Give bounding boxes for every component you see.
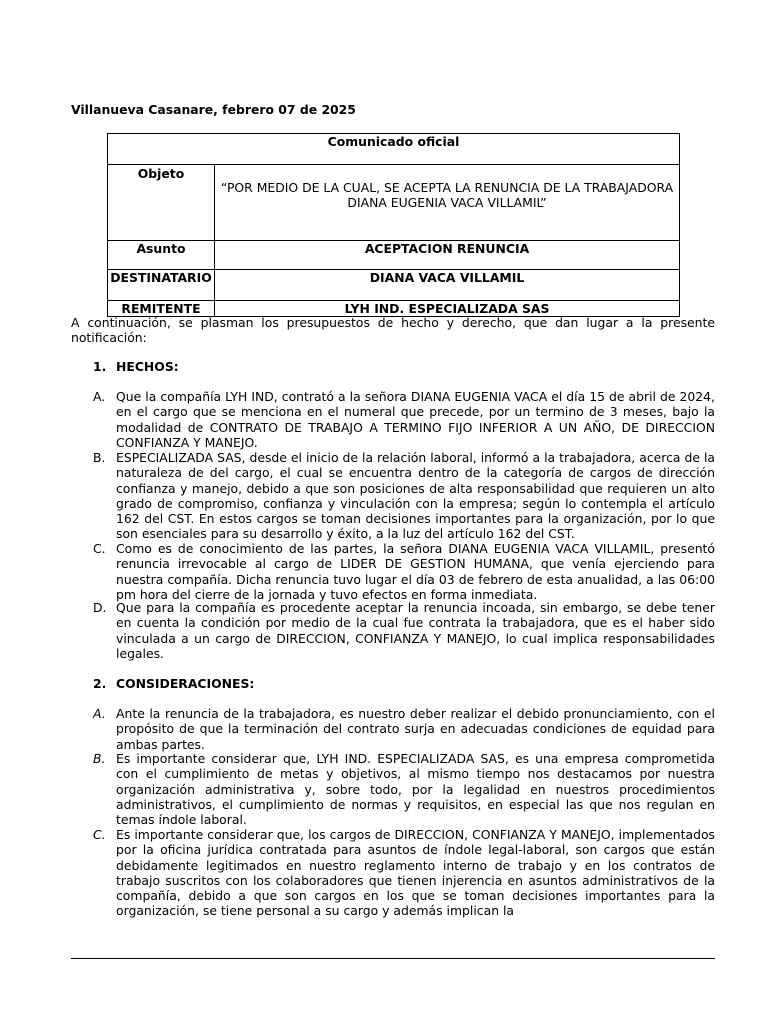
row-value-objeto: “POR MEDIO DE LA CUAL, SE ACEPTA LA RENUNCIA DE LA TRABAJADORA DIANA EUGENIA VACA VILLAMIL” (215, 165, 680, 241)
list-marker: D. (93, 600, 107, 615)
row-value-destinatario: DIANA VACA VILLAMIL (215, 270, 680, 301)
list-marker: B. (93, 450, 106, 465)
date-line: Villanueva Casanare, febrero 07 de 2025 (71, 102, 356, 117)
intro-paragraph: A continuación, se plasman los presupuestos de hecho y derecho, que dan lugar a la presente notificación: (71, 315, 715, 346)
row-value-remitente: LYH IND. ESPECIALIZADA SAS (215, 301, 680, 317)
list-marker: C. (93, 827, 106, 842)
table-title: Comunicado oficial (108, 134, 680, 165)
list-item (93, 389, 715, 450)
section-title: CONSIDERACIONES: (116, 676, 255, 691)
communication-table (107, 133, 680, 317)
list-item-text: Es importante considerar que, los cargos de DIRECCION, CONFIANZA Y MANEJO, implementados por la oficina jurídica contratada para asuntos de índole legal-laboral, son cargos que están debidamente legitimados en nuestro reglamento interno de trabajo y en los contratos de trabajo suscritos con los colaboradores que tienen injerencia en asuntos administrativos de la compañía, debido a que son cargos en los que se toman decisiones importantes para la organización, se tiene personal a su cargo y además implican la (116, 827, 715, 919)
list-item-text: Ante la renuncia de la trabajadora, es nuestro deber realizar el debido pronunciamiento, con el propósito de que la terminación del contrato surja en adecuadas condiciones de equidad para ambas partes. (116, 706, 715, 752)
row-label-objeto: Objeto (108, 165, 215, 241)
row-label-remitente: REMITENTE (108, 301, 215, 317)
list-item (93, 541, 715, 602)
list-item (93, 600, 715, 661)
list-item-text: Que la compañía LYH IND, contrató a la señora DIANA EUGENIA VACA el día 15 de abril de 2024, en el cargo que se menciona en el numeral que precede, por un termino de 3 meses, bajo la modalidad de CONTRATO DE TRABAJO A TERMINO FIJO INFERIOR A UN AÑO, DE DIRECCION CONFIANZA Y MANEJO. (116, 389, 715, 450)
list-item (93, 450, 715, 542)
list-item-text: Como es de conocimiento de las partes, la señora DIANA EUGENIA VACA VILLAMIL, presentó renuncia irrevocable al cargo de LIDER DE GESTION HUMANA, que venía ejerciendo para nuestra compañía. Dicha renuncia tuvo lugar el día 03 de febrero de esta anualidad, a las 06:00 pm hora del cierre de la jornada y tuvo efectos en forma inmediata. (116, 541, 715, 602)
section-number: 2. (93, 676, 107, 691)
section-title: HECHOS: (116, 359, 179, 374)
list-item (93, 751, 715, 827)
list-marker: A. (93, 706, 106, 721)
footer-divider (71, 958, 715, 959)
section-number: 1. (93, 359, 107, 374)
list-item (93, 706, 715, 752)
list-marker: C. (93, 541, 106, 556)
list-item-text: Que para la compañía es procedente aceptar la renuncia incoada, sin embargo, se debe tener en cuenta la condición por medio de la cual fue contrata la trabajadora, que es el haber sido vinculada a un cargo de DIRECCION, CONFIANZA Y MANEJO, lo cual implica responsabilidades legales. (116, 600, 715, 661)
list-item-text: ESPECIALIZADA SAS, desde el inicio de la relación laboral, informó a la trabajadora, acerca de la naturaleza de del cargo, el cual se encuentra dentro de la categoría de cargos de dirección confianza y manejo, debido a que son posiciones de alta responsabilidad que requieren un alto grado de compromiso, confianza y vinculación con la empresa; según lo contempla el artículo 162 del CST. En estos cargos se toman decisiones importantes para la organización, por lo que son esenciales para su desarrollo y éxito, a la luz del artículo 162 del CST. (116, 450, 715, 542)
section-heading-hechos (93, 359, 179, 374)
row-value-asunto: ACEPTACION RENUNCIA (215, 241, 680, 270)
document-page (71, 0, 715, 1024)
row-label-asunto: Asunto (108, 241, 215, 270)
list-item-text: Es importante considerar que, LYH IND. ESPECIALIZADA SAS, es una empresa comprometida con el cumplimiento de metas y objetivos, al mismo tiempo nos destacamos por nuestra organización administrativa y, sobre todo, por la legalidad en nuestros procedimientos administrativos, el cumplimiento de normas y requisitos, en especial las que nos regulan en temas índole laboral. (116, 751, 715, 828)
list-marker: A. (93, 389, 106, 404)
row-label-destinatario: DESTINATARIO (108, 270, 215, 301)
section-heading-consideraciones (93, 676, 254, 691)
list-marker: B. (93, 751, 106, 766)
list-item (93, 827, 715, 919)
